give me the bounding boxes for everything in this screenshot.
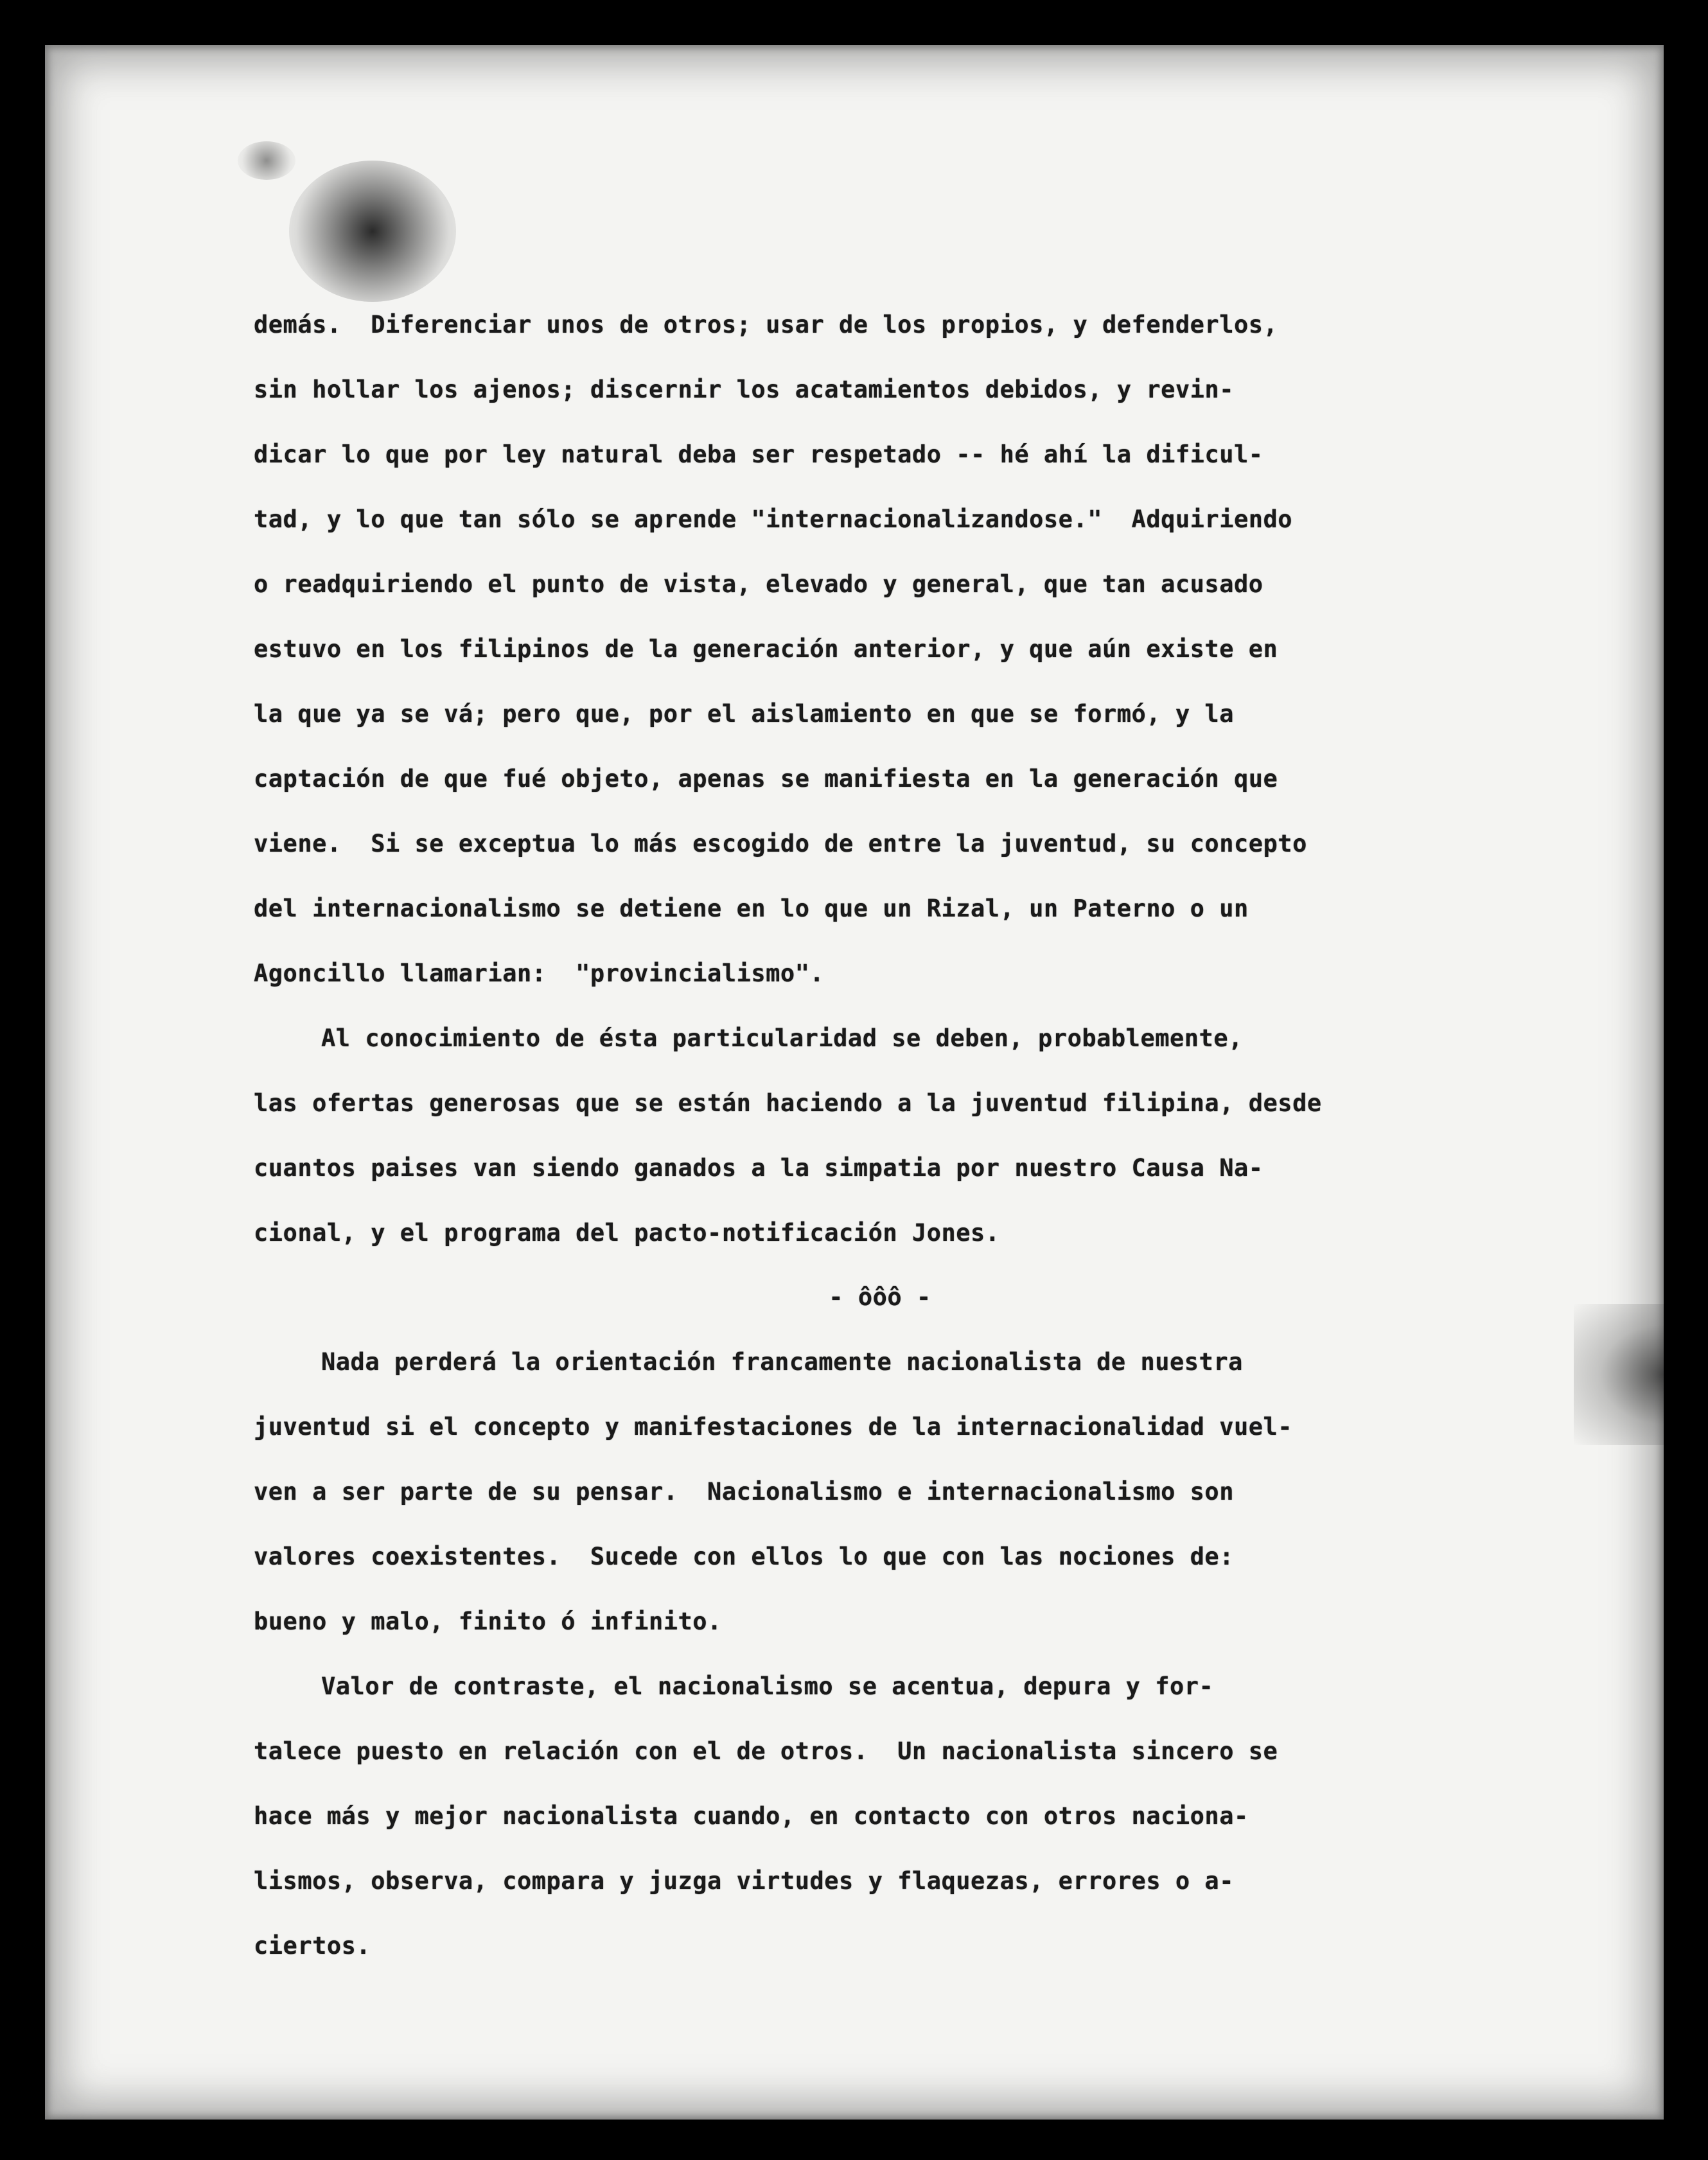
text-line: talece puesto en relación con el de otros. Un nacionalista sincero se <box>254 1737 1278 1765</box>
text-line: sin hollar los ajenos; discernir los acatamientos debidos, y revin- <box>254 376 1234 403</box>
text-line: cuantos paises van siendo ganados a la simpatia por nuestro Causa Na- <box>254 1154 1263 1182</box>
paragraph-4 <box>254 1654 1506 1978</box>
text-line: del internacionalismo se detiene en lo que un Rizal, un Paterno o un <box>254 895 1249 922</box>
text-line: lismos, observa, compara y juzga virtudes y flaquezas, errores o a- <box>254 1867 1234 1895</box>
ink-stain <box>289 161 456 302</box>
paragraph-1 <box>254 292 1506 1006</box>
text-line: captación de que fué objeto, apenas se manifiesta en la generación que <box>254 765 1278 793</box>
text-line: Nada perderá la orientación francamente nacionalista de nuestra <box>321 1348 1243 1376</box>
ink-stain-small <box>238 141 295 180</box>
text-line: bueno y malo, finito ó infinito. <box>254 1608 722 1635</box>
text-line: las ofertas generosas que se están haciendo a la juventud filipina, desde <box>254 1089 1322 1117</box>
text-line: ven a ser parte de su pensar. Nacionalismo e internacionalismo son <box>254 1478 1234 1506</box>
text-line: dicar lo que por ley natural deba ser respetado -- hé ahí la dificul- <box>254 441 1263 468</box>
paragraph-3 <box>254 1330 1506 1654</box>
text-line: juventud si el concepto y manifestaciones de la internacionalidad vuel- <box>254 1413 1293 1441</box>
page-edge-damage <box>1574 1304 1664 1445</box>
text-line: Valor de contraste, el nacionalismo se acentua, depura y for- <box>321 1673 1214 1700</box>
text-line: estuvo en los filipinos de la generación anterior, y que aún existe en <box>254 635 1278 663</box>
paragraph-2 <box>254 1006 1506 1265</box>
text-line: hace más y mejor nacionalista cuando, en contacto con otros nacionа- <box>254 1802 1249 1830</box>
text-line: Al conocimiento de ésta particularidad se deben, probablemente, <box>321 1024 1243 1052</box>
text-line: o readquiriendo el punto de vista, elevado y general, que tan acusado <box>254 570 1263 598</box>
text-line: ciertos. <box>254 1932 371 1960</box>
section-separator: - ôôô - <box>829 1283 931 1311</box>
text-line: tad, y lo que tan sólo se aprende "internacionalizandose." Adquiriendo <box>254 505 1293 533</box>
text-line: Agoncillo llamarian: "provincialismo". <box>254 960 825 987</box>
text-line: la que ya se vá; pero que, por el aislamiento en que se formó, y la <box>254 700 1234 728</box>
text-line: viene. Si se exceptua lo más escogido de entre la juventud, su concepto <box>254 830 1307 857</box>
page-text <box>254 292 1506 1978</box>
text-line: demás. Diferenciar unos de otros; usar de los propios, y defenderlos, <box>254 311 1278 338</box>
text-line: cional, y el programa del pacto-notificación Jones. <box>254 1219 1000 1247</box>
text-line: valores coexistentes. Sucede con ellos lo que con las nociones de: <box>254 1543 1234 1570</box>
